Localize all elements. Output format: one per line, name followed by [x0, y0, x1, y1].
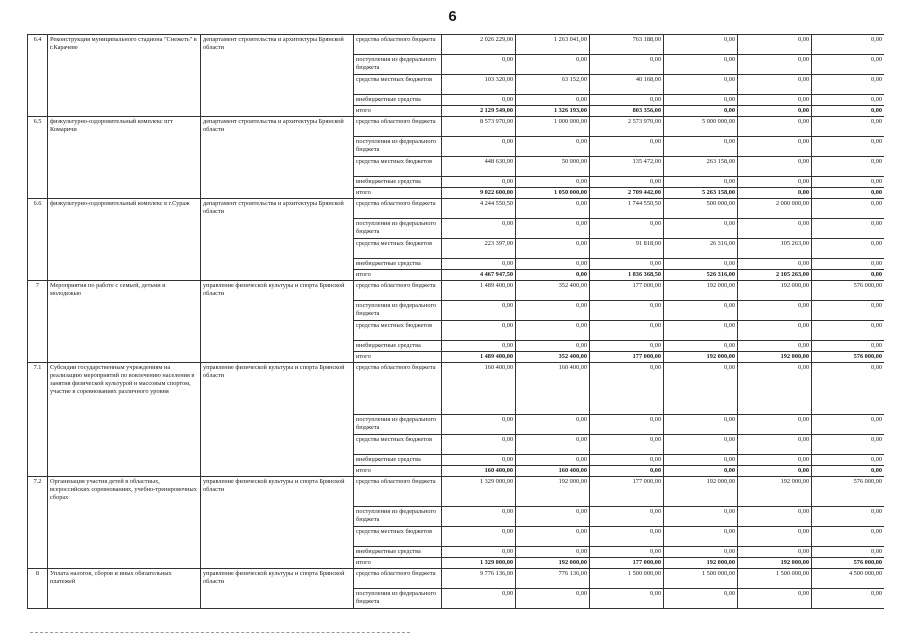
amount-cell: 0,00 — [664, 321, 738, 341]
amount-cell: 500 000,00 — [664, 199, 738, 219]
amount-cell: 576 000,00 — [812, 352, 885, 363]
amount-cell: 576 000,00 — [812, 477, 885, 507]
activity-name: физкультурно-оздоровительный комплекс пгт Комаричи — [48, 117, 201, 199]
amount-cell: 0,00 — [516, 177, 590, 188]
amount-cell: 0,00 — [516, 435, 590, 455]
amount-cell: 2 026 229,00 — [442, 35, 516, 55]
amount-cell: 0,00 — [812, 157, 885, 177]
amount-cell: 0,00 — [738, 117, 812, 137]
amount-cell: 0,00 — [812, 106, 885, 117]
amount-cell: 0,00 — [664, 35, 738, 55]
amount-cell: 135 472,00 — [590, 157, 664, 177]
amount-cell: 0,00 — [590, 341, 664, 352]
funding-source: внебюджетные средства — [354, 341, 442, 352]
amount-cell: 0,00 — [590, 589, 664, 609]
funding-source: средства областного бюджета — [354, 117, 442, 137]
amount-cell: 0,00 — [738, 137, 812, 157]
budget-sheet — [27, 34, 884, 634]
amount-cell: 0,00 — [590, 95, 664, 106]
amount-cell: 0,00 — [738, 188, 812, 199]
amount-cell: 0,00 — [590, 466, 664, 477]
scan-edge-artifact — [30, 632, 410, 636]
amount-cell: 0,00 — [442, 219, 516, 239]
amount-cell: 192 000,00 — [664, 281, 738, 301]
amount-cell: 1 000 000,00 — [516, 117, 590, 137]
amount-cell: 0,00 — [590, 55, 664, 75]
amount-cell: 0,00 — [812, 117, 885, 137]
amount-cell: 192 000,00 — [738, 281, 812, 301]
amount-cell: 0,00 — [812, 435, 885, 455]
funding-source: средства областного бюджета — [354, 281, 442, 301]
amount-cell: 0,00 — [664, 507, 738, 527]
amount-cell: 0,00 — [442, 435, 516, 455]
amount-cell: 0,00 — [738, 177, 812, 188]
funding-source: внебюджетные средства — [354, 455, 442, 466]
amount-cell: 0,00 — [516, 55, 590, 75]
activity-name: физкультурно-оздоровительный комплекс в г.Сураж — [48, 199, 201, 281]
amount-cell: 8 573 970,00 — [442, 117, 516, 137]
amount-cell: 0,00 — [516, 239, 590, 259]
amount-cell: 263 158,00 — [664, 157, 738, 177]
amount-cell: 776 136,00 — [516, 569, 590, 589]
amount-cell: 0,00 — [812, 341, 885, 352]
amount-cell: 0,00 — [516, 341, 590, 352]
amount-cell: 4 500 000,00 — [812, 569, 885, 589]
amount-cell: 177 000,00 — [590, 477, 664, 507]
amount-cell: 0,00 — [664, 106, 738, 117]
amount-cell: 0,00 — [664, 177, 738, 188]
funding-row — [28, 117, 885, 137]
amount-cell: 0,00 — [442, 589, 516, 609]
responsible-executor: управление физической культуры и спорта Брянской области — [201, 477, 354, 569]
amount-cell: 192 000,00 — [516, 477, 590, 507]
amount-cell: 0,00 — [664, 435, 738, 455]
funding-source: средства местных бюджетов — [354, 321, 442, 341]
amount-cell: 0,00 — [664, 589, 738, 609]
amount-cell: 160 400,00 — [516, 363, 590, 415]
amount-cell: 0,00 — [664, 527, 738, 547]
funding-source: средства областного бюджета — [354, 569, 442, 589]
amount-cell: 0,00 — [812, 199, 885, 219]
funding-source: итого — [354, 106, 442, 117]
funding-source: внебюджетные средства — [354, 547, 442, 558]
amount-cell: 0,00 — [516, 199, 590, 219]
amount-cell: 0,00 — [738, 75, 812, 95]
amount-cell: 0,00 — [812, 589, 885, 609]
amount-cell: 0,00 — [664, 466, 738, 477]
funding-source: средства местных бюджетов — [354, 435, 442, 455]
amount-cell: 0,00 — [738, 341, 812, 352]
amount-cell: 0,00 — [516, 301, 590, 321]
amount-cell: 0,00 — [442, 507, 516, 527]
funding-row — [28, 281, 885, 301]
funding-source: средства местных бюджетов — [354, 239, 442, 259]
amount-cell: 0,00 — [516, 527, 590, 547]
amount-cell: 0,00 — [738, 455, 812, 466]
amount-cell: 0,00 — [590, 363, 664, 415]
amount-cell: 9 022 600,00 — [442, 188, 516, 199]
funding-source: средства областного бюджета — [354, 199, 442, 219]
activity-name: Уплата налогов, сборов и иных обязательных платежей — [48, 569, 201, 609]
amount-cell: 0,00 — [738, 527, 812, 547]
amount-cell: 0,00 — [516, 219, 590, 239]
amount-cell: 0,00 — [738, 435, 812, 455]
funding-row — [28, 477, 885, 507]
amount-cell: 1 500 000,00 — [664, 569, 738, 589]
amount-cell: 2 129 549,00 — [442, 106, 516, 117]
amount-cell: 40 168,00 — [590, 75, 664, 95]
amount-cell: 0,00 — [516, 507, 590, 527]
item-number: 7 — [28, 281, 48, 363]
amount-cell: 0,00 — [738, 321, 812, 341]
funding-source: итого — [354, 352, 442, 363]
amount-cell: 448 630,00 — [442, 157, 516, 177]
amount-cell: 0,00 — [738, 363, 812, 415]
amount-cell: 0,00 — [738, 106, 812, 117]
amount-cell: 352 400,00 — [516, 281, 590, 301]
funding-row — [28, 199, 885, 219]
amount-cell: 1 500 000,00 — [738, 569, 812, 589]
item-number: 7.1 — [28, 363, 48, 477]
amount-cell: 4 467 947,50 — [442, 270, 516, 281]
page-number: 6 — [448, 8, 457, 25]
responsible-executor: департамент строительства и архитектуры Брянской области — [201, 117, 354, 199]
amount-cell: 0,00 — [590, 259, 664, 270]
amount-cell: 0,00 — [442, 95, 516, 106]
amount-cell: 1 489 400,00 — [442, 352, 516, 363]
amount-cell: 0,00 — [738, 589, 812, 609]
amount-cell: 0,00 — [812, 363, 885, 415]
amount-cell: 0,00 — [812, 547, 885, 558]
amount-cell: 0,00 — [812, 455, 885, 466]
responsible-executor: управление физической культуры и спорта Брянской области — [201, 569, 354, 609]
amount-cell: 0,00 — [664, 75, 738, 95]
amount-cell: 0,00 — [664, 341, 738, 352]
funding-row — [28, 569, 885, 589]
funding-source: итого — [354, 188, 442, 199]
amount-cell: 0,00 — [738, 547, 812, 558]
amount-cell: 0,00 — [664, 547, 738, 558]
amount-cell: 0,00 — [590, 177, 664, 188]
amount-cell: 0,00 — [442, 137, 516, 157]
amount-cell: 0,00 — [738, 259, 812, 270]
amount-cell: 192 000,00 — [738, 477, 812, 507]
amount-cell: 0,00 — [664, 301, 738, 321]
amount-cell: 0,00 — [664, 219, 738, 239]
funding-source: внебюджетные средства — [354, 259, 442, 270]
amount-cell: 160 400,00 — [442, 363, 516, 415]
amount-cell: 26 316,00 — [664, 239, 738, 259]
amount-cell: 576 000,00 — [812, 281, 885, 301]
amount-cell: 0,00 — [812, 95, 885, 106]
funding-row — [28, 35, 885, 55]
amount-cell: 192 000,00 — [516, 558, 590, 569]
funding-source: итого — [354, 270, 442, 281]
amount-cell: 0,00 — [812, 35, 885, 55]
funding-source: поступления из федерального бюджета — [354, 415, 442, 435]
amount-cell: 0,00 — [590, 547, 664, 558]
amount-cell: 0,00 — [812, 466, 885, 477]
amount-cell: 0,00 — [516, 137, 590, 157]
amount-cell: 0,00 — [590, 507, 664, 527]
amount-cell: 0,00 — [442, 341, 516, 352]
amount-cell: 0,00 — [442, 177, 516, 188]
amount-cell: 0,00 — [516, 270, 590, 281]
amount-cell: 0,00 — [664, 363, 738, 415]
funding-source: средства местных бюджетов — [354, 157, 442, 177]
amount-cell: 0,00 — [590, 435, 664, 455]
responsible-executor: управление физической культуры и спорта Брянской области — [201, 281, 354, 363]
budget-table — [27, 34, 884, 609]
amount-cell: 2 000 000,00 — [738, 199, 812, 219]
budget-table-body — [28, 35, 885, 609]
amount-cell: 0,00 — [516, 321, 590, 341]
amount-cell: 91 818,00 — [590, 239, 664, 259]
amount-cell: 0,00 — [442, 527, 516, 547]
amount-cell: 0,00 — [738, 55, 812, 75]
amount-cell: 1 500 000,00 — [590, 569, 664, 589]
amount-cell: 9 776 136,00 — [442, 569, 516, 589]
funding-source: поступления из федерального бюджета — [354, 219, 442, 239]
amount-cell: 0,00 — [516, 259, 590, 270]
funding-row — [28, 363, 885, 415]
amount-cell: 1 050 000,00 — [516, 188, 590, 199]
amount-cell: 0,00 — [738, 415, 812, 435]
amount-cell: 0,00 — [664, 137, 738, 157]
amount-cell: 0,00 — [738, 157, 812, 177]
amount-cell: 223 397,00 — [442, 239, 516, 259]
amount-cell: 105 263,00 — [738, 239, 812, 259]
amount-cell: 63 152,00 — [516, 75, 590, 95]
amount-cell: 192 000,00 — [738, 558, 812, 569]
amount-cell: 1 263 041,00 — [516, 35, 590, 55]
amount-cell: 0,00 — [812, 507, 885, 527]
amount-cell: 0,00 — [442, 321, 516, 341]
amount-cell: 0,00 — [812, 219, 885, 239]
amount-cell: 1 329 000,00 — [442, 558, 516, 569]
amount-cell: 0,00 — [664, 455, 738, 466]
amount-cell: 352 400,00 — [516, 352, 590, 363]
amount-cell: 50 000,00 — [516, 157, 590, 177]
activity-name: Реконструкция муниципального стадиона "Снежеть" в г.Карачеве — [48, 35, 201, 117]
funding-source: средства областного бюджета — [354, 35, 442, 55]
amount-cell: 0,00 — [812, 270, 885, 281]
amount-cell: 0,00 — [590, 137, 664, 157]
amount-cell: 0,00 — [812, 415, 885, 435]
amount-cell: 2 709 442,00 — [590, 188, 664, 199]
amount-cell: 0,00 — [812, 55, 885, 75]
funding-source: средства областного бюджета — [354, 477, 442, 507]
amount-cell: 0,00 — [664, 95, 738, 106]
funding-source: поступления из федерального бюджета — [354, 137, 442, 157]
amount-cell: 0,00 — [738, 219, 812, 239]
funding-source: итого — [354, 558, 442, 569]
amount-cell: 526 316,00 — [664, 270, 738, 281]
amount-cell: 0,00 — [516, 455, 590, 466]
amount-cell: 0,00 — [664, 55, 738, 75]
amount-cell: 0,00 — [442, 301, 516, 321]
amount-cell: 0,00 — [738, 507, 812, 527]
amount-cell: 0,00 — [442, 547, 516, 558]
amount-cell: 192 000,00 — [664, 558, 738, 569]
amount-cell: 0,00 — [590, 527, 664, 547]
amount-cell: 1 744 550,50 — [590, 199, 664, 219]
amount-cell: 0,00 — [516, 95, 590, 106]
amount-cell: 0,00 — [442, 259, 516, 270]
amount-cell: 0,00 — [516, 415, 590, 435]
item-number: 6.6 — [28, 199, 48, 281]
amount-cell: 0,00 — [812, 527, 885, 547]
amount-cell: 0,00 — [664, 415, 738, 435]
funding-source: средства местных бюджетов — [354, 75, 442, 95]
activity-name: Мероприятия по работе с семьей, детьми и молодежью — [48, 281, 201, 363]
amount-cell: 576 000,00 — [812, 558, 885, 569]
amount-cell: 103 320,00 — [442, 75, 516, 95]
amount-cell: 0,00 — [590, 219, 664, 239]
funding-source: внебюджетные средства — [354, 95, 442, 106]
funding-source: средства местных бюджетов — [354, 527, 442, 547]
funding-source: итого — [354, 466, 442, 477]
amount-cell: 177 000,00 — [590, 352, 664, 363]
amount-cell: 0,00 — [812, 259, 885, 270]
amount-cell: 0,00 — [812, 301, 885, 321]
amount-cell: 0,00 — [738, 35, 812, 55]
responsible-executor: управление физической культуры и спорта Брянской области — [201, 363, 354, 477]
funding-source: средства областного бюджета — [354, 363, 442, 415]
amount-cell: 0,00 — [812, 188, 885, 199]
item-number: 6.4 — [28, 35, 48, 117]
responsible-executor: департамент строительства и архитектуры Брянской области — [201, 35, 354, 117]
amount-cell: 160 400,00 — [442, 466, 516, 477]
amount-cell: 803 356,00 — [590, 106, 664, 117]
amount-cell: 0,00 — [590, 455, 664, 466]
amount-cell: 4 244 550,50 — [442, 199, 516, 219]
amount-cell: 0,00 — [812, 321, 885, 341]
amount-cell: 192 000,00 — [738, 352, 812, 363]
amount-cell: 177 000,00 — [590, 281, 664, 301]
amount-cell: 1 329 000,00 — [442, 477, 516, 507]
amount-cell: 0,00 — [442, 455, 516, 466]
funding-source: поступления из федерального бюджета — [354, 589, 442, 609]
amount-cell: 2 105 263,00 — [738, 270, 812, 281]
amount-cell: 0,00 — [812, 239, 885, 259]
amount-cell: 1 489 400,00 — [442, 281, 516, 301]
item-number: 8 — [28, 569, 48, 609]
activity-name: Организация участия детей в областных, всероссийских соревнованиях, учебно-тренировочных сборах — [48, 477, 201, 569]
amount-cell: 0,00 — [812, 75, 885, 95]
amount-cell: 177 000,00 — [590, 558, 664, 569]
amount-cell: 0,00 — [442, 415, 516, 435]
responsible-executor: департамент строительства и архитектуры Брянской области — [201, 199, 354, 281]
amount-cell: 0,00 — [812, 177, 885, 188]
amount-cell: 0,00 — [664, 259, 738, 270]
amount-cell: 0,00 — [738, 466, 812, 477]
amount-cell: 2 573 970,00 — [590, 117, 664, 137]
amount-cell: 1 836 368,50 — [590, 270, 664, 281]
amount-cell: 192 000,00 — [664, 477, 738, 507]
amount-cell: 0,00 — [590, 321, 664, 341]
item-number: 6.5 — [28, 117, 48, 199]
funding-source: поступления из федерального бюджета — [354, 55, 442, 75]
amount-cell: 0,00 — [442, 55, 516, 75]
funding-source: поступления из федерального бюджета — [354, 301, 442, 321]
amount-cell: 763 188,00 — [590, 35, 664, 55]
amount-cell: 160 400,00 — [516, 466, 590, 477]
funding-source: внебюджетные средства — [354, 177, 442, 188]
amount-cell: 0,00 — [590, 415, 664, 435]
amount-cell: 1 326 193,00 — [516, 106, 590, 117]
amount-cell: 0,00 — [812, 137, 885, 157]
amount-cell: 0,00 — [738, 301, 812, 321]
item-number: 7.2 — [28, 477, 48, 569]
activity-name: Субсидии государственным учреждениям на реализацию мероприятий по вовлечению населения в занятия физической культурой и массовым спортом, участие в соревнованиях различного уровня — [48, 363, 201, 477]
funding-source: поступления из федерального бюджета — [354, 507, 442, 527]
amount-cell: 0,00 — [516, 589, 590, 609]
amount-cell: 192 000,00 — [664, 352, 738, 363]
amount-cell: 0,00 — [516, 547, 590, 558]
amount-cell: 5 263 158,00 — [664, 188, 738, 199]
amount-cell: 5 000 000,00 — [664, 117, 738, 137]
amount-cell: 0,00 — [738, 95, 812, 106]
amount-cell: 0,00 — [590, 301, 664, 321]
